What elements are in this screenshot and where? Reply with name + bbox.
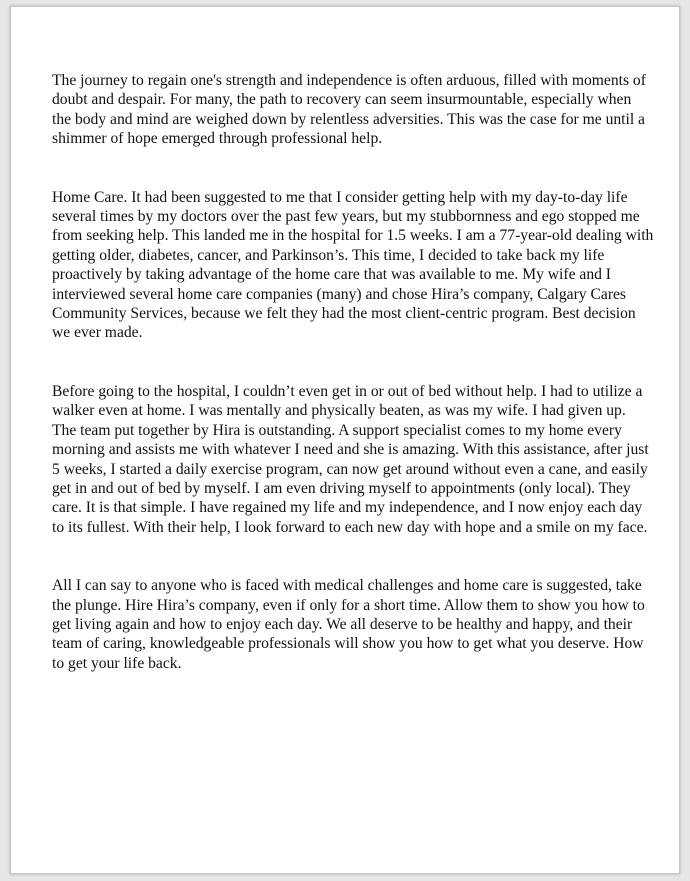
paragraph-before-hospital: Before going to the hospital, I couldn’t even get in or out of bed without help. I had to utilize a walker even at home. I was mentally and physically beaten, as was my wife. I had given up. The team put together by Hira is outstanding. A support specialist comes to my home every morning and assists me with whatever I need and she is amazing. With this assistance, after just 5 weeks, I started a daily exercise program, can now get around without even a cane, and easily get in and out of bed by myself. I am even driving myself to appointments (only local). They care. It is that simple. I have regained my life and my independence, and I now enjoy each day to its fullest. With their help, I look forward to each new day with hope and a smile on my face. [52, 382, 649, 536]
paragraph-intro: The journey to regain one's strength and independence is often arduous, filled with moments of doubt and despair. For many, the path to recovery can seem insurmountable, especially when the body and mind are weighed down by relentless adversities. This was the case for me until a shimmer of hope emerged through professional help. [52, 72, 646, 148]
document-page [10, 6, 680, 874]
paragraph-closing: All I can say to anyone who is faced with medical challenges and home care is suggested, take the plunge. Hire Hira’s company, even if only for a short time. Allow them to show you how to get living again and how to enjoy each day. We all deserve to be healthy and happy, and their team of caring, knowledgeable professionals will show you how to get what you deserve. How to get your life back. [52, 577, 645, 672]
document-body [52, 71, 657, 673]
paragraph-home-care: Home Care. It had been suggested to me that I consider getting help with my day-to-day life several times by my doctors over the past few years, but my stubbornness and ego stopped me from seeking help. This landed me in the hospital for 1.5 weeks. I am a 77-year-old dealing with getting older, diabetes, cancer, and Parkinson’s. This time, I decided to take back my life proactively by taking advantage of the home care that was available to me. My wife and I interviewed several home care companies (many) and chose Hira’s company, Calgary Cares Community Services, because we felt they had the most client-centric program. Best decision we ever made. [52, 188, 654, 342]
